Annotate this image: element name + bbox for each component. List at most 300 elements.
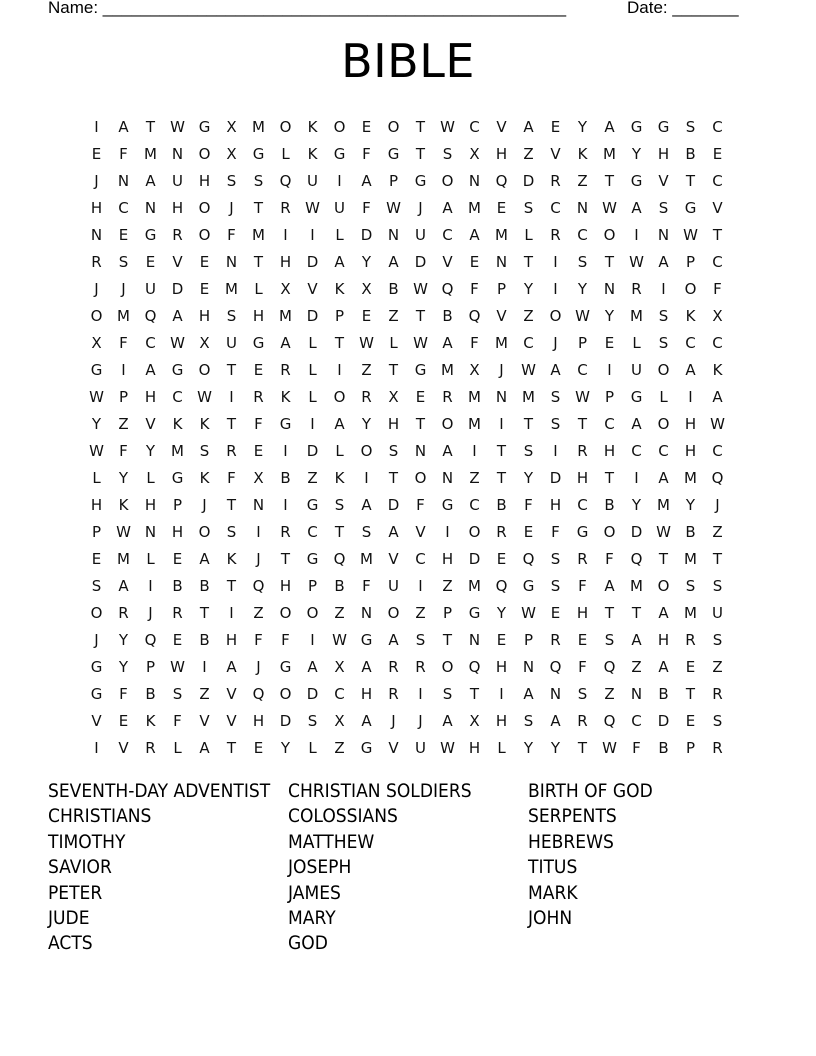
grid-letter: W	[521, 360, 536, 379]
word-column	[48, 779, 288, 957]
grid-letter: Q	[549, 657, 562, 676]
grid-letter: P	[118, 387, 129, 406]
grid-letter: H	[171, 522, 184, 541]
grid-letter: H	[387, 414, 400, 433]
grid-letter: C	[172, 387, 183, 406]
grid-letter: A	[442, 333, 453, 352]
grid-letter: M	[468, 198, 481, 217]
grid-letter: J	[94, 279, 99, 298]
grid-letter: S	[415, 630, 426, 649]
grid-letter: F	[713, 279, 722, 298]
grid-letter: Q	[144, 306, 157, 325]
grid-letter: A	[685, 360, 696, 379]
grid-letter: G	[630, 171, 643, 190]
grid-letter: G	[252, 333, 265, 352]
grid-letter: R	[280, 522, 291, 541]
grid-letter: T	[712, 549, 723, 568]
grid-letter: P	[91, 522, 102, 541]
grid-letter: V	[496, 117, 507, 136]
grid-letter: Z	[199, 684, 210, 703]
grid-letter: T	[334, 522, 345, 541]
grid-letter: B	[496, 495, 507, 514]
grid-letter: C	[550, 198, 561, 217]
grid-letter: I	[310, 225, 315, 244]
grid-letter: I	[634, 468, 639, 487]
word-item: PETER	[48, 881, 103, 904]
grid-letter: U	[415, 225, 426, 244]
grid-letter: D	[306, 441, 319, 460]
word-item: JAMES	[288, 881, 341, 904]
grid-letter: G	[630, 117, 643, 136]
grid-letter: A	[523, 684, 534, 703]
grid-letter: S	[91, 576, 102, 595]
grid-letter: H	[441, 549, 454, 568]
grid-letter: A	[604, 117, 615, 136]
grid-letter: R	[91, 252, 102, 271]
grid-letter: R	[118, 603, 129, 622]
grid-letter: G	[414, 360, 427, 379]
grid-letter: C	[469, 117, 480, 136]
grid-letter: A	[442, 441, 453, 460]
grid-letter: J	[256, 549, 261, 568]
grid-letter: N	[225, 252, 238, 271]
grid-letter: R	[496, 522, 507, 541]
name-date-header	[48, 0, 768, 18]
grid-letter: T	[712, 225, 723, 244]
grid-letter: H	[225, 630, 238, 649]
grid-letter: G	[90, 684, 103, 703]
grid-letter: Z	[307, 468, 318, 487]
grid-letter: F	[470, 279, 479, 298]
grid-letter: O	[198, 198, 211, 217]
grid-letter: T	[226, 738, 237, 757]
grid-letter: G	[252, 144, 265, 163]
grid-letter: Z	[631, 657, 642, 676]
grid-letter: G	[414, 171, 427, 190]
grid-letter: F	[524, 495, 533, 514]
grid-letter: M	[117, 306, 130, 325]
grid-letter: P	[577, 333, 588, 352]
grid-letter: V	[550, 144, 561, 163]
grid-letter: T	[415, 414, 426, 433]
grid-letter: D	[360, 225, 373, 244]
grid-letter: C	[631, 441, 642, 460]
grid-letter: K	[118, 495, 129, 514]
grid-letter: G	[387, 144, 400, 163]
grid-letter: V	[415, 522, 426, 541]
grid-letter: R	[712, 738, 723, 757]
grid-letter: N	[549, 684, 562, 703]
grid-letter: I	[310, 414, 315, 433]
grid-letter: T	[442, 630, 453, 649]
grid-letter: O	[441, 171, 454, 190]
grid-letter: M	[171, 441, 184, 460]
grid-letter: F	[119, 684, 128, 703]
page-title: BIBLE	[341, 34, 475, 88]
grid-letter: G	[684, 198, 697, 217]
grid-letter: T	[523, 414, 534, 433]
grid-letter: C	[469, 495, 480, 514]
grid-letter: L	[146, 549, 155, 568]
grid-letter: W	[359, 333, 374, 352]
grid-letter: O	[279, 117, 292, 136]
grid-letter: Y	[496, 603, 507, 622]
grid-letter: S	[550, 414, 561, 433]
grid-letter: I	[418, 576, 423, 595]
grid-letter: Q	[522, 549, 535, 568]
grid-letter: V	[712, 198, 723, 217]
grid-letter: P	[604, 387, 615, 406]
grid-letter: T	[496, 468, 507, 487]
grid-letter: G	[171, 360, 184, 379]
grid-letter: X	[280, 279, 291, 298]
grid-letter: I	[256, 522, 261, 541]
grid-letter: M	[117, 549, 130, 568]
grid-letter: A	[388, 630, 399, 649]
grid-letter: C	[712, 117, 723, 136]
grid-letter: N	[495, 252, 508, 271]
grid-letter: R	[712, 684, 723, 703]
grid-letter: V	[442, 252, 453, 271]
grid-letter: G	[576, 522, 589, 541]
grid-letter: S	[550, 387, 561, 406]
grid-letter: A	[199, 549, 210, 568]
grid-letter: M	[630, 306, 643, 325]
grid-letter: T	[388, 468, 399, 487]
grid-letter: D	[549, 468, 562, 487]
grid-letter: T	[226, 360, 237, 379]
grid-letter: S	[523, 441, 534, 460]
grid-letter: G	[441, 495, 454, 514]
grid-letter: P	[145, 657, 156, 676]
grid-letter: R	[388, 684, 399, 703]
grid-letter: Y	[145, 441, 156, 460]
grid-letter: J	[148, 603, 153, 622]
grid-letter: S	[523, 198, 534, 217]
grid-letter: D	[306, 252, 319, 271]
grid-letter: O	[441, 414, 454, 433]
grid-letter: X	[199, 333, 210, 352]
grid-letter: E	[91, 144, 102, 163]
grid-letter: E	[199, 279, 210, 298]
grid-letter: E	[253, 738, 264, 757]
grid-letter: E	[361, 306, 372, 325]
grid-letter: G	[171, 468, 184, 487]
grid-letter: S	[577, 684, 588, 703]
grid-letter: H	[144, 387, 157, 406]
grid-letter: S	[523, 711, 534, 730]
grid-letter: H	[657, 144, 670, 163]
grid-letter: C	[685, 333, 696, 352]
grid-letter: G	[360, 630, 373, 649]
grid-letter: T	[226, 414, 237, 433]
grid-letter: I	[661, 279, 666, 298]
grid-letter: G	[90, 657, 103, 676]
grid-letter: Z	[523, 306, 534, 325]
grid-letter: B	[685, 144, 696, 163]
grid-letter: H	[495, 711, 508, 730]
grid-letter: T	[253, 198, 264, 217]
grid-letter: H	[252, 711, 265, 730]
grid-letter: U	[415, 738, 426, 757]
grid-letter: C	[604, 414, 615, 433]
grid-letter: Q	[468, 657, 481, 676]
grid-letter: M	[441, 360, 454, 379]
grid-letter: H	[576, 603, 589, 622]
grid-letter: I	[283, 225, 288, 244]
grid-letter: R	[280, 360, 291, 379]
grid-letter: A	[469, 225, 480, 244]
grid-letter: H	[495, 657, 508, 676]
grid-letter: C	[631, 711, 642, 730]
grid-letter: T	[604, 468, 615, 487]
grid-letter: I	[607, 360, 612, 379]
grid-letter: L	[335, 225, 344, 244]
grid-letter: I	[229, 387, 234, 406]
grid-letter: S	[172, 684, 183, 703]
grid-letter: P	[496, 279, 507, 298]
grid-letter: A	[118, 117, 129, 136]
grid-letter: R	[550, 225, 561, 244]
grid-letter: Y	[523, 279, 534, 298]
grid-letter: I	[472, 441, 477, 460]
grid-letter: W	[413, 279, 428, 298]
grid-letter: I	[94, 117, 99, 136]
grid-letter: B	[658, 684, 669, 703]
grid-letter: I	[337, 360, 342, 379]
grid-letter: F	[119, 441, 128, 460]
grid-letter: D	[630, 522, 643, 541]
grid-letter: N	[252, 495, 265, 514]
grid-letter: S	[442, 684, 453, 703]
grid-letter: C	[712, 252, 723, 271]
word-column	[288, 779, 528, 957]
grid-letter: Z	[712, 522, 723, 541]
grid-letter: Q	[603, 657, 616, 676]
grid-letter: S	[442, 144, 453, 163]
grid-letter: N	[414, 441, 427, 460]
grid-letter: Y	[361, 252, 372, 271]
grid-letter: F	[254, 414, 263, 433]
grid-letter: R	[172, 225, 183, 244]
grid-letter: Y	[118, 630, 129, 649]
grid-letter: J	[202, 495, 207, 514]
grid-letter: E	[496, 549, 507, 568]
grid-letter: B	[280, 468, 291, 487]
grid-letter: M	[468, 414, 481, 433]
grid-letter: R	[631, 279, 642, 298]
grid-letter: J	[94, 630, 99, 649]
grid-letter: U	[388, 576, 399, 595]
grid-letter: K	[280, 387, 291, 406]
grid-letter: M	[522, 387, 535, 406]
grid-letter: M	[684, 549, 697, 568]
grid-letter: W	[629, 252, 644, 271]
grid-letter: A	[631, 198, 642, 217]
grid-letter: F	[578, 657, 587, 676]
grid-letter: J	[418, 711, 423, 730]
grid-letter: T	[415, 144, 426, 163]
grid-letter: Y	[604, 306, 615, 325]
grid-letter: T	[496, 441, 507, 460]
grid-letter: M	[225, 279, 238, 298]
grid-letter: C	[523, 333, 534, 352]
grid-letter: Y	[631, 495, 642, 514]
grid-letter: W	[575, 306, 590, 325]
grid-letter: W	[116, 522, 131, 541]
grid-letter: V	[226, 684, 237, 703]
grid-letter: B	[199, 576, 210, 595]
word-item: JOHN	[528, 906, 573, 929]
grid-letter: W	[440, 117, 455, 136]
grid-letter: R	[415, 657, 426, 676]
letter-grid	[83, 113, 731, 761]
grid-letter: R	[577, 549, 588, 568]
grid-letter: M	[144, 144, 157, 163]
grid-letter: N	[522, 657, 535, 676]
grid-letter: X	[253, 468, 264, 487]
word-item: TIMOTHY	[48, 830, 126, 853]
grid-letter: C	[415, 549, 426, 568]
grid-letter: J	[418, 198, 423, 217]
grid-letter: E	[712, 144, 723, 163]
word-item: COLOSSIANS	[288, 805, 398, 828]
grid-letter: G	[198, 117, 211, 136]
grid-letter: A	[118, 576, 129, 595]
grid-letter: S	[334, 495, 345, 514]
grid-letter: T	[145, 117, 156, 136]
grid-letter: V	[658, 171, 669, 190]
grid-letter: V	[91, 711, 102, 730]
grid-letter: N	[468, 630, 481, 649]
grid-letter: G	[657, 117, 670, 136]
grid-letter: T	[604, 603, 615, 622]
grid-letter: T	[685, 171, 696, 190]
grid-letter: J	[553, 333, 558, 352]
grid-letter: U	[307, 171, 318, 190]
grid-letter: A	[523, 117, 534, 136]
grid-letter: I	[553, 279, 558, 298]
grid-letter: S	[604, 630, 615, 649]
grid-letter: E	[145, 252, 156, 271]
grid-letter: M	[252, 225, 265, 244]
grid-letter: N	[657, 225, 670, 244]
grid-letter: P	[172, 495, 183, 514]
grid-letter: C	[145, 333, 156, 352]
grid-letter: W	[602, 198, 617, 217]
grid-letter: Q	[495, 171, 508, 190]
grid-letter: A	[361, 495, 372, 514]
grid-letter: I	[148, 576, 153, 595]
grid-letter: Z	[361, 360, 372, 379]
word-item: SERPENTS	[528, 805, 617, 828]
grid-letter: H	[144, 495, 157, 514]
grid-letter: L	[92, 468, 101, 487]
grid-letter: W	[89, 387, 104, 406]
grid-letter: F	[416, 495, 425, 514]
grid-letter: L	[632, 333, 641, 352]
grid-letter: D	[306, 684, 319, 703]
grid-letter: A	[388, 522, 399, 541]
grid-letter: H	[90, 198, 103, 217]
grid-letter: E	[550, 117, 561, 136]
grid-letter: S	[685, 576, 696, 595]
grid-letter: H	[360, 684, 373, 703]
grid-letter: X	[361, 279, 372, 298]
grid-letter: S	[550, 549, 561, 568]
grid-letter: A	[280, 333, 291, 352]
date-field-label: Date: _______	[627, 0, 739, 17]
grid-letter: T	[685, 684, 696, 703]
grid-letter: Y	[577, 279, 588, 298]
grid-letter: O	[603, 225, 616, 244]
grid-letter: A	[334, 414, 345, 433]
grid-letter: O	[90, 306, 103, 325]
grid-letter: W	[170, 117, 185, 136]
grid-letter: L	[173, 738, 182, 757]
grid-letter: K	[145, 711, 156, 730]
grid-letter: Y	[577, 117, 588, 136]
grid-letter: B	[334, 576, 345, 595]
grid-letter: P	[307, 576, 318, 595]
grid-letter: I	[553, 441, 558, 460]
grid-letter: J	[256, 657, 261, 676]
grid-letter: W	[521, 603, 536, 622]
grid-letter: J	[499, 360, 504, 379]
grid-letter: A	[442, 198, 453, 217]
grid-letter: W	[440, 738, 455, 757]
grid-letter: Z	[523, 144, 534, 163]
grid-letter: K	[334, 468, 345, 487]
grid-letter: D	[657, 711, 670, 730]
grid-letter: T	[604, 171, 615, 190]
word-item: JOSEPH	[288, 856, 352, 879]
grid-letter: D	[414, 252, 427, 271]
grid-letter: I	[499, 684, 504, 703]
grid-letter: X	[469, 144, 480, 163]
grid-letter: W	[89, 441, 104, 460]
grid-letter: I	[202, 657, 207, 676]
grid-letter: C	[712, 171, 723, 190]
grid-letter: N	[630, 684, 643, 703]
grid-letter: Q	[630, 549, 643, 568]
grid-letter: K	[577, 144, 588, 163]
grid-letter: T	[415, 117, 426, 136]
word-item: SAVIOR	[48, 856, 112, 879]
grid-letter: Y	[118, 657, 129, 676]
grid-letter: E	[199, 252, 210, 271]
grid-letter: T	[523, 252, 534, 271]
grid-letter: G	[279, 657, 292, 676]
grid-letter: L	[308, 360, 317, 379]
grid-letter: A	[388, 252, 399, 271]
grid-letter: H	[252, 306, 265, 325]
grid-letter: V	[199, 711, 210, 730]
grid-letter: S	[226, 171, 237, 190]
grid-letter: H	[171, 198, 184, 217]
grid-letter: C	[334, 684, 345, 703]
grid-letter: I	[418, 684, 423, 703]
grid-letter: I	[553, 252, 558, 271]
grid-letter: K	[334, 279, 345, 298]
grid-letter: N	[144, 522, 157, 541]
grid-letter: F	[362, 144, 371, 163]
grid-letter: X	[388, 387, 399, 406]
grid-letter: O	[90, 603, 103, 622]
grid-letter: S	[307, 711, 318, 730]
grid-letter: M	[468, 387, 481, 406]
grid-letter: C	[577, 225, 588, 244]
